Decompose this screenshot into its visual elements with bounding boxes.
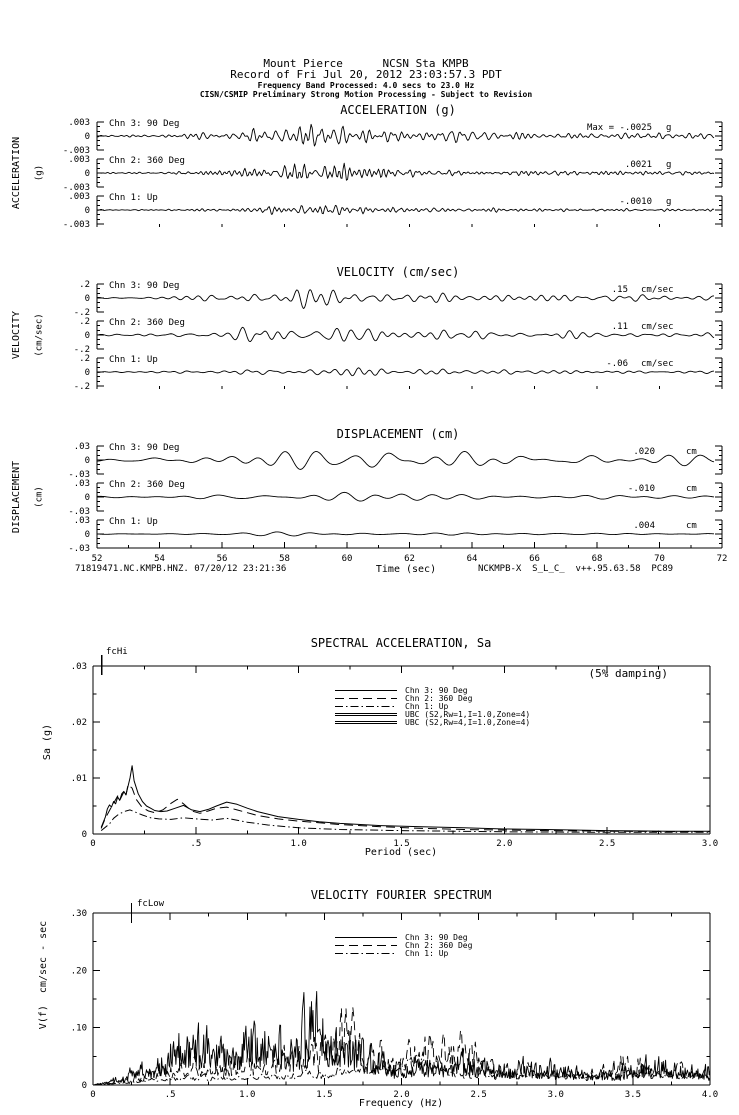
sa-legend-label: UBC (S2,Rw=1,I=1.0,Zone=4) xyxy=(405,710,531,719)
sa-legend-label: UBC (S2,Rw=4,I=1.0,Zone=4) xyxy=(405,718,531,727)
sa-ylabel: Sa (g) xyxy=(42,723,53,761)
tick-label: -.2 xyxy=(73,345,90,355)
tick-label: .03 xyxy=(73,442,90,452)
displacement-ylabel: DISPLACEMENT xyxy=(11,460,22,534)
period-axis-label: Period (sec) xyxy=(364,847,438,858)
acceleration-yunits: (g) xyxy=(34,164,45,182)
peak-value: .11 xyxy=(611,322,628,332)
vf-ylabel: V(f) cm/sec - sec xyxy=(38,920,49,1030)
tick-label: 0 xyxy=(84,169,90,179)
channel-label: Chn 1: Up xyxy=(109,517,158,527)
tick-label: -.03 xyxy=(68,544,90,554)
x-tick-label: 2.5 xyxy=(470,1090,487,1100)
channel-label: Chn 2: 360 Deg xyxy=(109,156,185,166)
tick-label: .003 xyxy=(68,192,90,202)
peak-value: -.010 xyxy=(627,484,655,494)
x-tick-label: 1.5 xyxy=(316,1090,333,1100)
channel-label: Chn 3: 90 Deg xyxy=(109,281,180,291)
x-tick-label: 62 xyxy=(404,554,415,564)
x-tick-label: 64 xyxy=(466,554,478,564)
x-tick-label: .5 xyxy=(190,839,202,849)
damping-note: (5% damping) xyxy=(588,667,668,680)
header-processing-line: CISN/CSMIP Preliminary Strong Motion Processing - Subject to Revision xyxy=(199,90,533,99)
tick-label: 0 xyxy=(84,493,90,503)
tick-label: -.03 xyxy=(68,470,90,480)
fchi-marker-label: fcHi xyxy=(106,647,128,657)
x-tick-label: 56 xyxy=(216,554,228,564)
y-tick-label: .03 xyxy=(70,662,87,672)
peak-units: g xyxy=(666,123,672,133)
tick-label: 0 xyxy=(84,294,90,304)
peak-units: cm xyxy=(686,447,697,457)
x-tick-label: 0 xyxy=(90,839,96,849)
header-station-line: Mount Pierce NCSN Sta KMPB xyxy=(263,57,469,70)
sa-curve xyxy=(101,785,710,832)
sa-curve xyxy=(101,766,710,832)
sa-legend-label: Chn 3: 90 Deg xyxy=(405,686,468,695)
peak-value: .004 xyxy=(633,521,655,531)
tick-label: 0 xyxy=(84,530,90,540)
x-tick-label: 1.5 xyxy=(393,839,410,849)
y-tick-label: .02 xyxy=(70,718,87,728)
x-tick-label: 1.0 xyxy=(239,1090,256,1100)
vf-legend-label: Chn 1: Up xyxy=(405,949,449,958)
frequency-axis-label: Frequency (Hz) xyxy=(358,1098,444,1109)
vf-legend-label: Chn 2: 360 Deg xyxy=(405,941,473,950)
channel-label: Chn 2: 360 Deg xyxy=(109,480,185,490)
x-tick-label: 2.0 xyxy=(393,1090,410,1100)
x-tick-label: 66 xyxy=(529,554,540,564)
peak-value: .15 xyxy=(611,285,628,295)
x-tick-label: 3.5 xyxy=(624,1090,642,1100)
peak-value: .020 xyxy=(633,447,655,457)
fourier-spectrum-title: VELOCITY FOURIER SPECTRUM xyxy=(310,888,492,902)
tick-label: -.003 xyxy=(62,146,90,156)
velocity-yunits: (cm/sec) xyxy=(34,313,45,357)
x-tick-label: 54 xyxy=(154,554,165,564)
peak-units: g xyxy=(666,160,672,170)
tick-label: .003 xyxy=(68,155,90,165)
vf-legend-label: Chn 3: 90 Deg xyxy=(405,933,468,942)
peak-value: Max = -.0025 xyxy=(586,123,652,133)
velocity-title: VELOCITY (cm/sec) xyxy=(336,265,460,279)
tick-label: 0 xyxy=(84,456,90,466)
x-tick-label: .5 xyxy=(164,1090,176,1100)
waveform-trace xyxy=(97,532,714,536)
peak-value: -.0010 xyxy=(619,197,652,207)
y-tick-label: .30 xyxy=(70,909,87,919)
velocity-ylabel: VELOCITY xyxy=(11,310,22,360)
tick-label: -.2 xyxy=(73,382,90,392)
x-tick-label: 72 xyxy=(716,554,728,564)
tick-label: .003 xyxy=(68,118,90,128)
waveform-trace xyxy=(97,492,714,501)
peak-units: g xyxy=(666,197,672,207)
peak-units: cm xyxy=(686,521,697,531)
sa-legend-label: Chn 1: Up xyxy=(405,702,449,711)
channel-label: Chn 3: 90 Deg xyxy=(109,119,180,129)
tick-label: .2 xyxy=(79,280,90,290)
fclow-marker-label: fcLow xyxy=(137,899,165,909)
y-tick-label: .10 xyxy=(70,1023,87,1034)
peak-units: cm xyxy=(686,484,697,494)
tick-label: .03 xyxy=(73,516,90,526)
channel-label: Chn 1: Up xyxy=(109,193,158,203)
tick-label: .03 xyxy=(73,479,90,489)
peak-units: cm/sec xyxy=(641,285,674,295)
x-tick-label: 58 xyxy=(279,554,290,564)
acceleration-ylabel: ACCELERATION xyxy=(11,136,22,210)
x-tick-label: 2.5 xyxy=(599,839,616,849)
waveform-trace xyxy=(97,451,714,469)
waveform-trace xyxy=(97,163,714,180)
y-tick-label: .01 xyxy=(70,774,87,784)
peak-value: .0021 xyxy=(624,160,652,170)
channel-label: Chn 3: 90 Deg xyxy=(109,443,180,453)
y-tick-label: .20 xyxy=(70,966,87,977)
tick-label: .2 xyxy=(79,354,90,364)
tick-label: 0 xyxy=(84,368,90,378)
x-tick-label: 4.0 xyxy=(701,1090,719,1100)
x-tick-label: 0 xyxy=(90,1090,96,1100)
x-tick-label: 3.0 xyxy=(701,839,719,849)
y-tick-label: 0 xyxy=(81,830,87,840)
sa-legend-label: Chn 2: 360 Deg xyxy=(405,694,473,703)
tick-label: -.2 xyxy=(73,308,90,318)
header-band-line: Frequency Band Processed: 4.0 secs to 23.0 Hz xyxy=(257,81,475,90)
x-tick-label: 52 xyxy=(91,554,103,564)
peak-units: cm/sec xyxy=(641,359,674,369)
tick-label: 0 xyxy=(84,331,90,341)
tick-label: -.003 xyxy=(62,183,90,193)
tick-label: .2 xyxy=(79,317,90,327)
y-tick-label: 0 xyxy=(81,1081,87,1091)
channel-label: Chn 2: 360 Deg xyxy=(109,318,185,328)
processing-footer: NCKMPB-X S_L_C_ v++.95.63.58 PC89 xyxy=(478,564,674,574)
channel-label: Chn 1: Up xyxy=(109,355,158,365)
header-record-line: Record of Fri Jul 20, 2012 23:03:57.3 PDT xyxy=(230,68,502,81)
x-tick-label: 3.0 xyxy=(547,1090,564,1100)
acceleration-title: ACCELERATION (g) xyxy=(340,103,456,117)
tick-label: -.003 xyxy=(62,220,90,230)
time-axis-label: Time (sec) xyxy=(375,564,437,575)
sa-curve xyxy=(101,810,710,832)
peak-value: -.06 xyxy=(606,359,628,369)
displacement-yunits: (cm) xyxy=(34,486,45,508)
tick-label: 0 xyxy=(84,132,90,142)
peak-units: cm/sec xyxy=(641,322,674,332)
x-tick-label: 1.0 xyxy=(290,839,307,849)
displacement-title: DISPLACEMENT (cm) xyxy=(336,427,460,441)
x-tick-label: 60 xyxy=(341,554,353,564)
record-id-footer: 71819471.NC.KMPB.HNZ. 07/20/12 23:21:36 xyxy=(75,564,287,574)
tick-label: -.03 xyxy=(68,507,90,517)
tick-label: 0 xyxy=(84,206,90,216)
x-tick-label: 2.0 xyxy=(496,839,513,849)
x-tick-label: 68 xyxy=(591,554,603,564)
x-tick-label: 70 xyxy=(654,554,665,564)
spectral-acceleration-title: SPECTRAL ACCELERATION, Sa xyxy=(310,636,492,650)
